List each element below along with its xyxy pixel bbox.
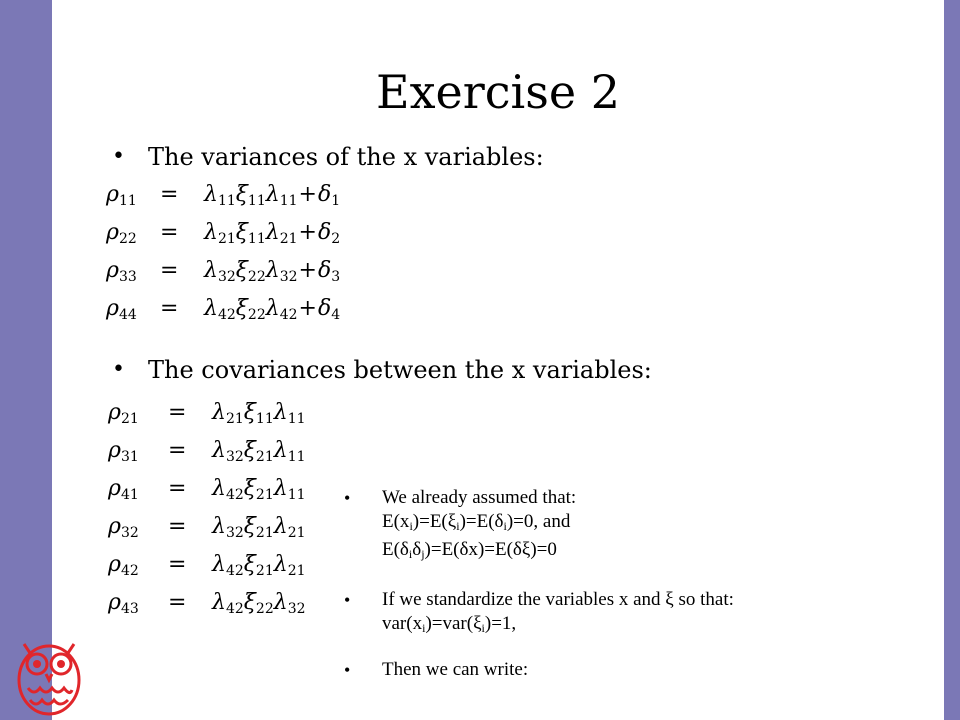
- equation-rhs: [212, 588, 306, 624]
- symbol: λ: [212, 438, 226, 463]
- subscript: 21: [255, 449, 274, 465]
- subscript: 32: [120, 525, 139, 541]
- covariances-bullet: [112, 355, 652, 385]
- equation-lhs: [108, 474, 139, 510]
- symbol: ξ: [235, 296, 248, 321]
- text: )=0, and: [506, 511, 571, 532]
- equation-lhs: [108, 398, 139, 434]
- rho-symbol: ρ: [108, 476, 121, 501]
- subscript: 21: [255, 487, 274, 503]
- symbol: λ: [265, 220, 280, 245]
- text: )=1,: [484, 613, 517, 634]
- symbol: ξ: [243, 552, 256, 577]
- bullet-dot: •: [112, 357, 125, 382]
- symbol: λ: [265, 296, 280, 321]
- note-assumptions-line2: [382, 510, 576, 538]
- rho-symbol: ρ: [106, 182, 119, 207]
- equation-rhs: [204, 294, 340, 330]
- subscript: 11: [287, 411, 306, 427]
- equals-sign: =: [160, 296, 179, 321]
- subscript: i: [408, 547, 413, 561]
- equation-row: [106, 256, 426, 286]
- subscript: 42: [225, 601, 244, 617]
- rho-symbol: ρ: [106, 258, 119, 283]
- subscript: 21: [287, 525, 306, 541]
- subscript: i: [503, 519, 507, 533]
- subscript: 1: [331, 193, 341, 209]
- equation-lhs: [106, 256, 137, 292]
- equation-lhs: [106, 294, 137, 330]
- bullet-dot: •: [112, 144, 125, 169]
- subscript: i: [481, 621, 485, 635]
- subscript: 42: [225, 563, 244, 579]
- owl-pupil-left: [33, 660, 41, 668]
- text: E(x: [382, 511, 410, 532]
- subscript: 11: [279, 193, 298, 209]
- symbol: λ: [265, 258, 280, 283]
- subscript: 32: [225, 525, 244, 541]
- subscript: 21: [225, 411, 244, 427]
- subscript: j: [421, 547, 425, 561]
- equation-row: [108, 436, 428, 466]
- symbol: λ: [273, 438, 288, 463]
- symbol: λ: [273, 400, 288, 425]
- equals-sign: =: [168, 590, 187, 615]
- equation-row: [106, 218, 426, 248]
- subscript: 32: [225, 449, 244, 465]
- subscript: 42: [225, 487, 244, 503]
- equation-rhs: [212, 512, 306, 548]
- symbol: λ: [273, 476, 288, 501]
- note-assumptions-line1: We already assumed that:: [382, 487, 577, 508]
- equation-lhs: [108, 550, 139, 586]
- subscript: 11: [217, 193, 236, 209]
- subscript: 31: [120, 449, 139, 465]
- symbol: λ: [212, 590, 226, 615]
- equation-lhs: [108, 436, 139, 472]
- note-standardize-line2: [382, 612, 734, 640]
- symbol: ξ: [243, 438, 256, 463]
- equation-row: [108, 550, 428, 580]
- subscript: 21: [255, 525, 274, 541]
- variances-text: The variances of the x variables:: [148, 143, 544, 171]
- subscript: 42: [120, 563, 139, 579]
- note-then-line1: Then we can write:: [382, 659, 529, 680]
- symbol: λ: [212, 514, 226, 539]
- equation-lhs: [108, 512, 139, 548]
- subscript: 32: [217, 269, 236, 285]
- note-then: [344, 658, 529, 682]
- subscript: 44: [118, 307, 137, 323]
- subscript: 22: [118, 231, 137, 247]
- rho-symbol: ρ: [108, 590, 121, 615]
- symbol: λ: [212, 476, 226, 501]
- subscript: i: [409, 519, 413, 533]
- subscript: i: [456, 519, 460, 533]
- equation-row: [106, 180, 426, 210]
- subscript: i: [422, 621, 426, 635]
- subscript: 22: [247, 269, 266, 285]
- note-standardize-line1: If we standardize the variables x and ξ so that:: [382, 589, 734, 610]
- equation-lhs: [106, 218, 137, 254]
- symbol: λ: [204, 296, 218, 321]
- text: )=var(ξ: [425, 613, 482, 634]
- subscript: 21: [120, 411, 139, 427]
- subscript: 21: [255, 563, 274, 579]
- text: )=E(δ: [459, 511, 504, 532]
- rho-symbol: ρ: [108, 438, 121, 463]
- subscript: 11: [255, 411, 274, 427]
- equals-sign: =: [168, 552, 187, 577]
- plus-sign: +: [298, 220, 317, 245]
- symbol: λ: [212, 552, 226, 577]
- bullet-dot: •: [344, 488, 351, 508]
- equals-sign: =: [168, 514, 187, 539]
- text: )=E(δx)=E(δξ)=0: [424, 539, 557, 560]
- symbol: δ: [317, 296, 332, 321]
- subscript: 21: [279, 231, 298, 247]
- equals-sign: =: [160, 220, 179, 245]
- text: var(x: [382, 613, 423, 634]
- owl-feathers-row2: [30, 700, 68, 704]
- text: δ: [412, 539, 422, 560]
- variances-bullet: [112, 142, 544, 172]
- equation-rhs: [212, 436, 306, 472]
- symbol: λ: [265, 182, 280, 207]
- equation-lhs: [108, 588, 139, 624]
- rho-symbol: ρ: [106, 296, 119, 321]
- symbol: λ: [204, 258, 218, 283]
- subscript: 21: [287, 563, 306, 579]
- symbol: λ: [273, 552, 288, 577]
- subscript: 32: [279, 269, 298, 285]
- equals-sign: =: [168, 438, 187, 463]
- equation-row: [106, 294, 426, 324]
- subscript: 43: [120, 601, 139, 617]
- symbol: λ: [273, 514, 288, 539]
- symbol: ξ: [243, 476, 256, 501]
- symbol: ξ: [243, 590, 256, 615]
- subscript: 22: [247, 307, 266, 323]
- plus-sign: +: [298, 296, 317, 321]
- equation-rhs: [204, 180, 340, 216]
- symbol: λ: [204, 182, 218, 207]
- subscript: 11: [247, 231, 266, 247]
- note-assumptions-line3: [382, 538, 576, 566]
- equals-sign: =: [168, 476, 187, 501]
- subscript: 33: [118, 269, 137, 285]
- slide: [52, 0, 944, 720]
- note-assumptions: [344, 486, 577, 566]
- rho-symbol: ρ: [108, 552, 121, 577]
- equals-sign: =: [160, 182, 179, 207]
- subscript: 21: [217, 231, 236, 247]
- equation-lhs: [106, 180, 137, 216]
- symbol: ξ: [235, 258, 248, 283]
- subscript: 2: [331, 231, 341, 247]
- text: E(δ: [382, 539, 409, 560]
- slide-title: Exercise 2: [376, 65, 620, 119]
- subscript: 3: [331, 269, 341, 285]
- equals-sign: =: [168, 400, 187, 425]
- equation-row: [108, 512, 428, 542]
- text: )=E(ξ: [412, 511, 457, 532]
- symbol: ξ: [235, 220, 248, 245]
- equation-rhs: [204, 218, 340, 254]
- symbol: δ: [317, 258, 332, 283]
- owl-icon: [10, 630, 88, 718]
- rho-symbol: ρ: [108, 514, 121, 539]
- plus-sign: +: [298, 258, 317, 283]
- rho-symbol: ρ: [108, 400, 121, 425]
- subscript: 4: [331, 307, 341, 323]
- equation-row: [108, 588, 428, 618]
- subscript: 11: [247, 193, 266, 209]
- covariances-text: The covariances between the x variables:: [148, 356, 652, 384]
- rho-symbol: ρ: [106, 220, 119, 245]
- plus-sign: +: [298, 182, 317, 207]
- equation-row: [108, 398, 428, 428]
- owl-beak: [46, 674, 52, 680]
- symbol: δ: [317, 220, 332, 245]
- subscript: 42: [217, 307, 236, 323]
- subscript: 22: [255, 601, 274, 617]
- symbol: ξ: [243, 514, 256, 539]
- equation-rhs: [212, 474, 306, 510]
- equation-rhs: [204, 256, 340, 292]
- symbol: δ: [317, 182, 332, 207]
- equation-rhs: [212, 398, 306, 434]
- equals-sign: =: [160, 258, 179, 283]
- subscript: 32: [287, 601, 306, 617]
- subscript: 11: [118, 193, 137, 209]
- note-standardize: [344, 588, 734, 640]
- subscript: 41: [120, 487, 139, 503]
- bullet-dot: •: [344, 590, 351, 610]
- symbol: ξ: [235, 182, 248, 207]
- bullet-dot: •: [344, 660, 351, 680]
- equation-rhs: [212, 550, 306, 586]
- symbol: ξ: [243, 400, 256, 425]
- owl-feathers-row1: [28, 688, 72, 693]
- owl-pupil-right: [57, 660, 65, 668]
- symbol: λ: [212, 400, 226, 425]
- subscript: 42: [279, 307, 298, 323]
- symbol: λ: [204, 220, 218, 245]
- subscript: 11: [287, 487, 306, 503]
- symbol: λ: [273, 590, 288, 615]
- subscript: 11: [287, 449, 306, 465]
- equation-row: [108, 474, 428, 504]
